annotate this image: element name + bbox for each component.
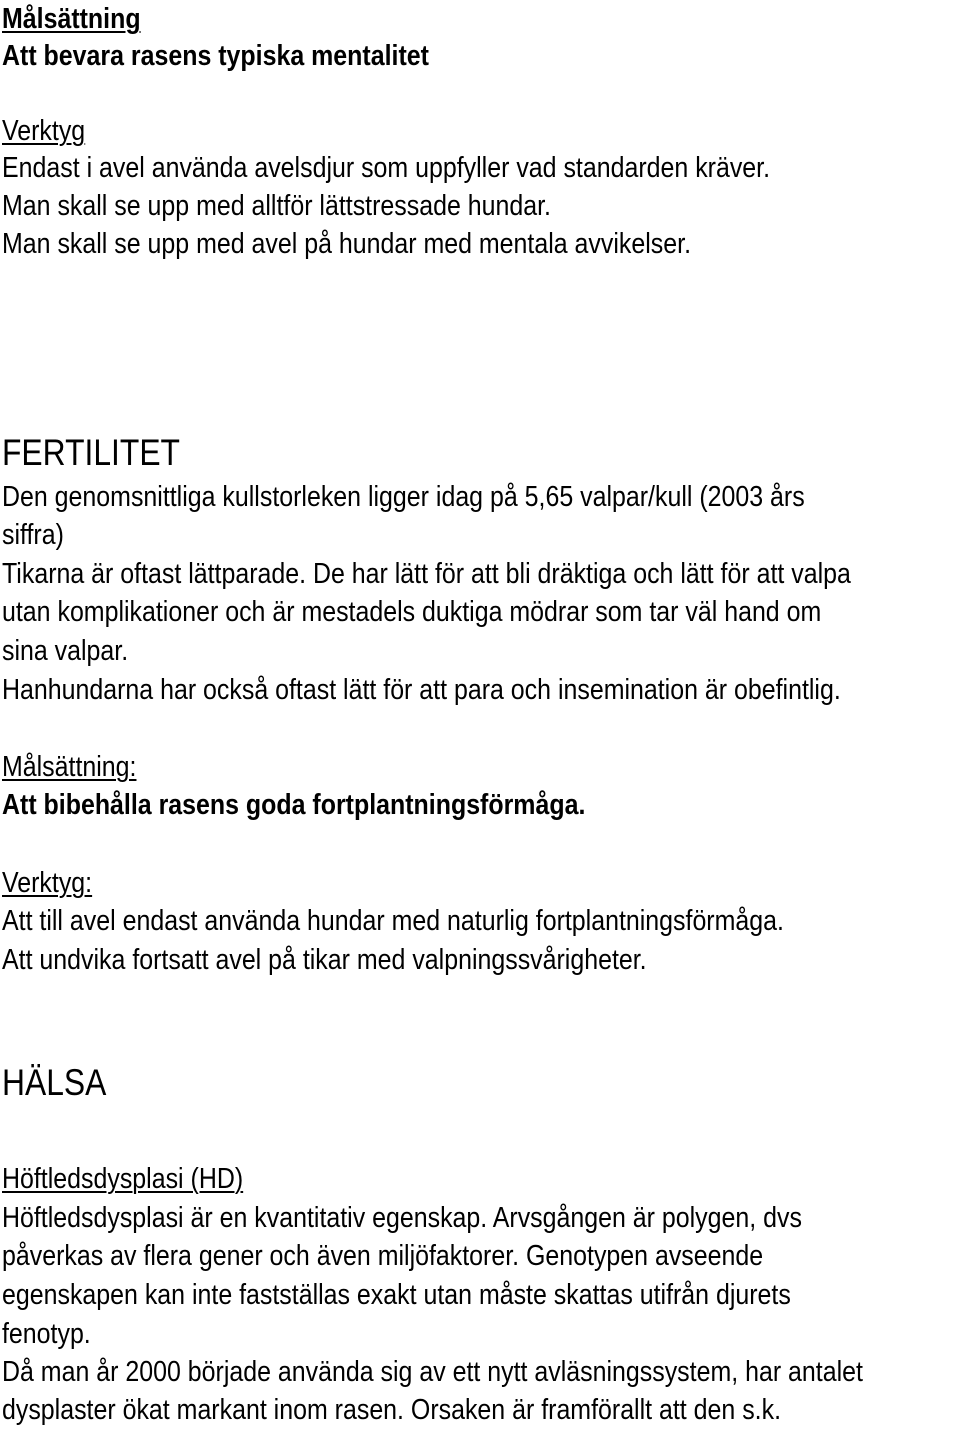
fertility-line: sina valpar. — [2, 635, 129, 667]
hd-subheading: Höftledsdysplasi (HD) — [2, 1163, 244, 1195]
fertility-line: siffra) — [2, 519, 64, 551]
fertility-tools-line: Att till avel endast använda hundar med naturlig fortplantningsförmåga. — [2, 905, 784, 937]
fertility-tools-line: Att undvika fortsatt avel på tikar med valpningssvårigheter. — [2, 944, 647, 976]
tools-heading: Verktyg — [2, 115, 86, 147]
health-line: dysplaster ökat markant inom rasen. Orsaken är framförallt att den s.k. — [2, 1394, 781, 1426]
fertility-goal-heading: Målsättning: — [2, 751, 137, 783]
fertility-line: Hanhundarna har också oftast lätt för att para och insemination är obefintlig. — [2, 674, 841, 706]
fertility-heading: FERTILITET — [2, 432, 180, 473]
tools-line: Endast i avel använda avelsdjur som uppfyller vad standarden kräver. — [2, 152, 771, 184]
health-line: egenskapen kan inte fastställas exakt utan måste skattas utifrån djurets — [2, 1279, 791, 1311]
tools-line: Man skall se upp med avel på hundar med mentala avvikelser. — [2, 228, 691, 260]
fertility-line: Tikarna är oftast lättparade. De har lätt för att bli dräktiga och lätt för att valpa — [2, 558, 851, 590]
fertility-goal-text: Att bibehålla rasens goda fortplantningsförmåga. — [2, 789, 586, 821]
fertility-line: Den genomsnittliga kullstorleken ligger idag på 5,65 valpar/kull (2003 års — [2, 481, 805, 513]
tools-line: Man skall se upp med alltför lättstressade hundar. — [2, 190, 551, 222]
goal-heading: Målsättning — [2, 3, 141, 35]
goal-text: Att bevara rasens typiska mentalitet — [2, 40, 429, 72]
health-line: Då man år 2000 började använda sig av ett nytt avläsningssystem, har antalet — [2, 1356, 863, 1388]
health-line: Höftledsdysplasi är en kvantitativ egenskap. Arvsgången är polygen, dvs — [2, 1202, 802, 1234]
health-heading: HÄLSA — [2, 1062, 107, 1103]
fertility-tools-heading: Verktyg: — [2, 867, 93, 899]
health-line: fenotyp. — [2, 1318, 91, 1350]
health-line: påverkas av flera gener och även miljöfaktorer. Genotypen avseende — [2, 1240, 764, 1272]
fertility-line: utan komplikationer och är mestadels duktiga mödrar som tar väl hand om — [2, 596, 822, 628]
